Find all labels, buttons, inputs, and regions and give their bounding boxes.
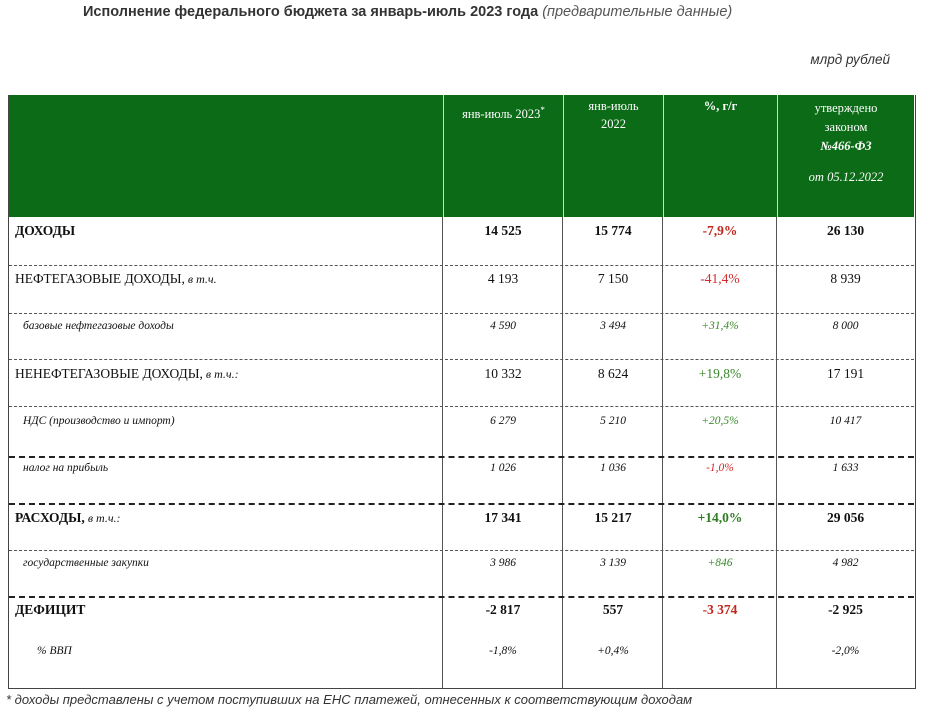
- cell-approved: 8 000: [832, 320, 859, 332]
- cell-2022: 557: [602, 602, 624, 617]
- cell-approved: -2 925: [828, 602, 863, 617]
- row-separator: [9, 550, 914, 551]
- header-col-2022: [563, 95, 663, 217]
- title-subtitle: (предварительные данные): [542, 4, 733, 20]
- cell-yoy: +14,0%: [697, 510, 743, 525]
- budget-table: [8, 95, 916, 689]
- cell-2022: 8 624: [597, 366, 629, 381]
- row-label-text: РАСХОДЫ,: [15, 510, 85, 525]
- cell-approved: 29 056: [826, 510, 865, 525]
- cell-2023: 17 341: [484, 510, 522, 525]
- footnote-mark: *: [540, 105, 545, 115]
- cell-2022: 7 150: [597, 271, 629, 286]
- cell-2023: 1 026: [490, 462, 516, 474]
- cell-2023: 10 332: [484, 366, 522, 381]
- cell-2023: -1,8%: [489, 645, 517, 657]
- cell-2023: 14 525: [484, 223, 522, 238]
- row-separator: [9, 406, 914, 407]
- row-separator: [9, 359, 914, 360]
- row-label-suffix: в т.ч.:: [84, 511, 121, 525]
- row-label: государственные закупки: [23, 557, 149, 569]
- row-label: % ВВП: [37, 645, 72, 657]
- row-label: [15, 271, 217, 287]
- row-separator: [9, 503, 914, 505]
- row-separator: [9, 456, 914, 458]
- row-label: базовые нефтегазовые доходы: [23, 320, 174, 332]
- cell-2022: 15 774: [594, 223, 632, 238]
- page-title: [83, 4, 732, 20]
- cell-yoy: +19,8%: [698, 366, 742, 381]
- header-approved-line1: утверждено: [814, 101, 878, 115]
- cell-2022: 3 494: [600, 320, 626, 332]
- row-label: ДОХОДЫ: [15, 223, 76, 238]
- cell-approved: 26 130: [826, 223, 865, 238]
- row-label-suffix: в т.ч.: [184, 272, 217, 286]
- row-separator: [9, 265, 914, 266]
- header-col-2022-line2: 2022: [601, 117, 626, 131]
- row-label: [15, 510, 121, 526]
- cell-2023: 3 986: [490, 557, 516, 569]
- cell-yoy: -1,0%: [706, 462, 734, 474]
- header-approved-line4: от 05.12.2022: [808, 170, 884, 184]
- cell-yoy: -3 374: [702, 602, 738, 617]
- cell-2022: 15 217: [594, 510, 632, 525]
- cell-2023: 6 279: [490, 415, 516, 427]
- cell-2023: 4 193: [487, 271, 519, 286]
- header-col-2023-text: янв-июль 2023: [462, 107, 541, 122]
- row-separator: [9, 596, 914, 598]
- header-approved-line3: №466-ФЗ: [820, 139, 872, 153]
- cell-2023: 4 590: [490, 320, 516, 332]
- cell-2022: 3 139: [600, 557, 626, 569]
- cell-approved: 1 633: [832, 462, 859, 474]
- row-label: налог на прибыль: [23, 462, 109, 474]
- cell-2023: -2 817: [485, 602, 521, 617]
- header-col-2022-line1: янв-июль: [588, 99, 639, 113]
- table-header: [9, 95, 914, 217]
- cell-2022: 5 210: [600, 415, 626, 427]
- row-label-text: НЕНЕФТЕГАЗОВЫЕ ДОХОДЫ,: [15, 366, 203, 381]
- footnote: * доходы представлены с учетом поступивших на ЕНС платежей, отнесенных к соответствующим доходам: [6, 692, 693, 707]
- header-col-2023: [443, 95, 563, 217]
- units-label: млрд рублей: [810, 52, 890, 67]
- row-label: НДС (производство и импорт): [23, 415, 175, 427]
- row-separator: [9, 313, 914, 314]
- cell-approved: 4 982: [832, 557, 859, 569]
- cell-approved: -2,0%: [831, 645, 860, 657]
- header-approved-line2: законом: [824, 120, 868, 134]
- cell-yoy: -41,4%: [700, 271, 740, 286]
- cell-yoy: +31,4%: [701, 320, 739, 332]
- row-label-suffix: в т.ч.:: [202, 367, 239, 381]
- cell-yoy: +846: [707, 557, 733, 569]
- header-col-yoy: %, г/г: [663, 95, 777, 217]
- cell-2022: 1 036: [600, 462, 626, 474]
- title-text: Исполнение федерального бюджета за январь-июль 2023 года: [83, 4, 539, 20]
- row-label: [15, 366, 239, 382]
- header-col-approved: [777, 95, 914, 217]
- cell-yoy: +20,5%: [701, 415, 739, 427]
- cell-approved: 17 191: [826, 366, 865, 381]
- cell-approved: 8 939: [830, 271, 861, 286]
- cell-approved: 10 417: [829, 415, 862, 427]
- cell-yoy: -7,9%: [702, 223, 738, 238]
- row-label: ДЕФИЦИТ: [15, 602, 86, 617]
- row-label-text: НЕФТЕГАЗОВЫЕ ДОХОДЫ,: [15, 271, 185, 286]
- cell-2022: +0,4%: [597, 645, 629, 657]
